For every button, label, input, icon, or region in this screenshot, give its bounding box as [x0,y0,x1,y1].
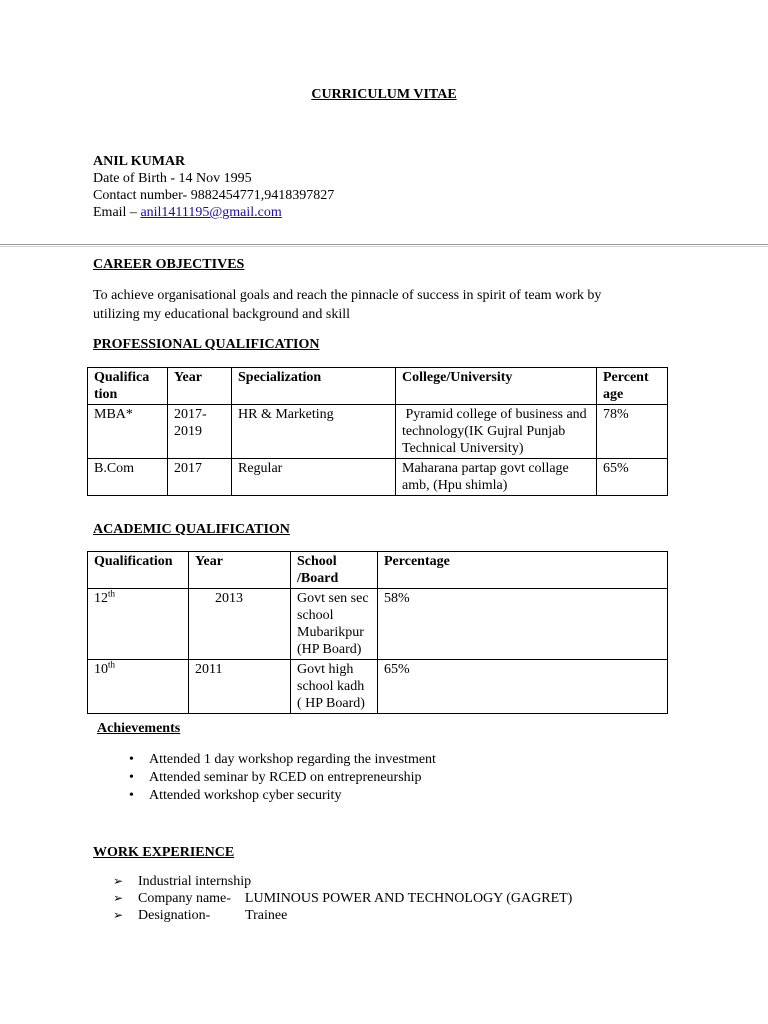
arrow-bullet-icon: ➢ [113,891,124,905]
list-item-text: Company name- LUMINOUS POWER AND TECHNOLOGY (GAGRET) [138,891,573,906]
divider-line [0,244,768,245]
date-of-birth: Date of Birth - 14 Nov 1995 [93,171,252,186]
table-cell: 78% [597,405,668,459]
table-cell: Govt sen sec school Mubarikpur (HP Board) [291,589,378,660]
achievements-list [93,751,693,805]
table-row [88,459,668,496]
bullet-icon: • [129,752,134,767]
qualification-value: 10 [94,662,108,677]
list-item [93,787,693,805]
column-header: Qualification [88,552,189,589]
professional-qualification-table [87,367,668,496]
table-cell: Govt high school kadh ( HP Board) [291,660,378,714]
career-objectives-heading: CAREER OBJECTIVES [93,257,245,272]
table-cell: MBA* [88,405,168,459]
list-item [93,873,713,890]
table-cell: 2011 [189,660,291,714]
table-cell: 65% [597,459,668,496]
table-cell: 2017- 2019 [168,405,232,459]
achievements-heading: Achievements [97,721,181,736]
qualification-value: 12 [94,591,108,606]
ordinal-suffix: th [108,588,116,599]
table-cell: 2013 [189,589,291,660]
table-cell: Maharana partap govt collage amb, (Hpu shimla) [396,459,597,496]
column-header: College/University [396,368,597,405]
email-label: Email – [93,205,141,220]
list-item-text: Designation- Trainee [138,908,288,923]
list-item [93,769,693,787]
applicant-name: ANIL KUMAR [93,154,186,169]
table-header-row [88,368,668,405]
academic-qualification-table [87,551,668,714]
table-cell: Pyramid college of business and technology(IK Gujral Punjab Technical University) [396,405,597,459]
list-item [93,890,713,907]
list-item-text: Attended workshop cyber security [149,788,342,803]
personal-info [93,153,334,221]
table-cell: 58% [378,589,668,660]
bullet-icon: • [129,770,134,785]
table-row [88,660,668,714]
table-cell: B.Com [88,459,168,496]
table-cell [88,660,189,714]
column-header: Year [189,552,291,589]
email-link[interactable]: anil1411195@gmail.com [140,205,282,220]
arrow-bullet-icon: ➢ [113,874,124,888]
bullet-icon: • [129,788,134,803]
list-item-text: Industrial internship [138,874,252,889]
column-header: Percent age [597,368,668,405]
work-experience-list [93,873,713,924]
table-cell: 65% [378,660,668,714]
contact-number: Contact number- 9882454771,9418397827 [93,188,335,203]
career-text-line: utilizing my educational background and skill [93,307,350,322]
column-header: Specialization [232,368,396,405]
list-item-text: Attended 1 day workshop regarding the investment [149,752,436,767]
document-title: CURRICULUM VITAE [311,87,457,102]
ordinal-suffix: th [108,659,116,670]
list-item [93,907,713,924]
table-cell: 2017 [168,459,232,496]
table-cell: Regular [232,459,396,496]
career-objectives-text [93,286,601,324]
table-row [88,589,668,660]
list-item-text: Attended seminar by RCED on entrepreneurship [149,770,422,785]
column-header: School /Board [291,552,378,589]
column-header: Qualifica tion [88,368,168,405]
table-cell [88,589,189,660]
column-header: Percentage [378,552,668,589]
career-text-line: To achieve organisational goals and reach the pinnacle of success in spirit of team work by [93,288,602,303]
academic-qualification-heading: ACADEMIC QUALIFICATION [93,522,290,537]
work-experience-heading: WORK EXPERIENCE [93,845,235,860]
divider-line-shadow [0,246,768,247]
table-header-row [88,552,668,589]
email-row [93,204,334,221]
table-cell: HR & Marketing [232,405,396,459]
arrow-bullet-icon: ➢ [113,908,124,922]
table-row [88,405,668,459]
column-header: Year [168,368,232,405]
professional-qualification-heading: PROFESSIONAL QUALIFICATION [93,337,320,352]
list-item [93,751,693,769]
